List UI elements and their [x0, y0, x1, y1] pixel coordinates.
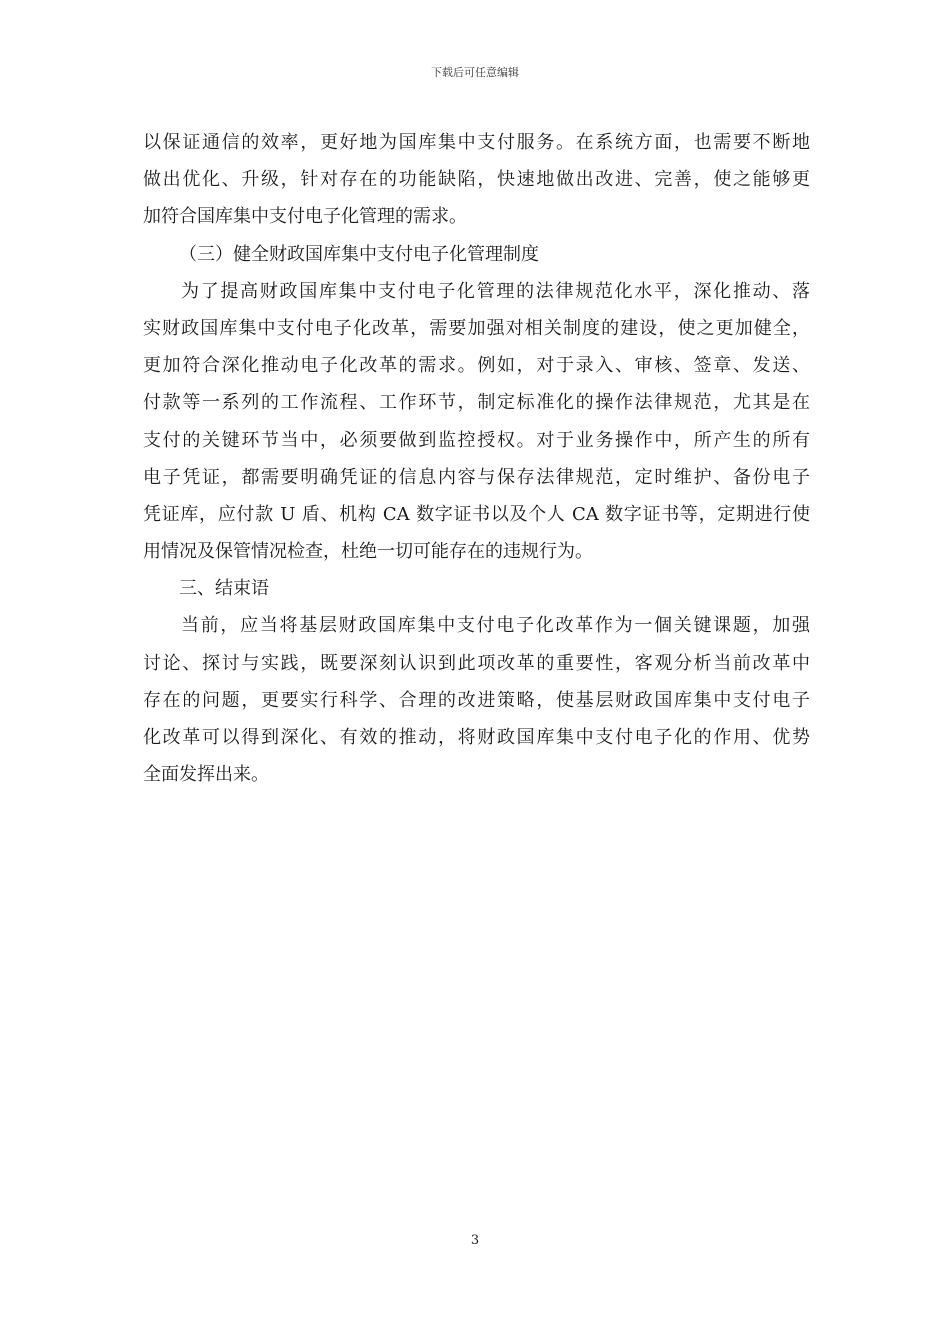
text-line: 支付的关键环节当中，必须要做到监控授权。对于业务操作中，所产生的所有 [143, 429, 810, 451]
paragraph-system-optimization [143, 124, 810, 236]
text-line: 当前，应当将基层财政国库集中支付电子化改革作为一個关键课题，加强 [181, 615, 810, 637]
text-line: 存在的问题，更要实行科学、合理的改进策略，使基层财政国库集中支付电子 [143, 689, 810, 711]
text-line: 凭证库，应付款 U 盾、机构 CA 数字证书以及个人 CA 数字证书等，定期进行使 [143, 503, 810, 525]
text-line: 加符合国库集中支付电子化管理的需求。 [143, 206, 467, 228]
text-line: 以保证通信的效率，更好地为国库集中支付服务。在系统方面，也需要不断地 [143, 132, 810, 153]
section-heading-conclusion: 三、结束语 [179, 578, 269, 600]
text-line: 付款等一系列的工作流程、工作环节，制定标准化的操作法律规范，尤其是在 [143, 392, 810, 414]
page-header: 下载后可任意编辑 [431, 66, 519, 79]
text-line: 电子凭证，都需要明确凭证的信息内容与保存法律规范，定时维护、备份电子 [143, 466, 810, 488]
text-line: 为了提高财政国库集中支付电子化管理的法律规范化水平，深化推动、落 [181, 280, 810, 302]
text-line: 更加符合深化推动电子化改革的需求。例如，对于录入、审核、签章、发送、 [143, 355, 810, 377]
paragraph-legal-standardization [143, 273, 810, 571]
text-line: 用情况及保管情况检查，杜绝一切可能存在的违规行为。 [143, 541, 593, 563]
text-line: 讨论、探讨与实践，既要深刻认识到此项改革的重要性，客观分析当前改革中 [143, 652, 810, 674]
page-number: 3 [470, 1233, 480, 1248]
text-line: 全面发挥出来。 [143, 764, 269, 786]
text-line: 实财政国库集中支付电子化改革，需要加强对相关制度的建设，使之更加健全， [143, 317, 810, 339]
paragraph-conclusion [143, 607, 810, 793]
page-body [143, 124, 810, 793]
section-heading-management-system: （三）健全财政国库集中支付电子化管理制度 [179, 243, 539, 265]
text-line: 化改革可以得到深化、有效的推动，将财政国库集中支付电子化的作用、优势 [143, 727, 810, 748]
text-line: 做出优化、升级，针对存在的功能缺陷，快速地做出改进、完善，使之能够更 [143, 169, 810, 191]
